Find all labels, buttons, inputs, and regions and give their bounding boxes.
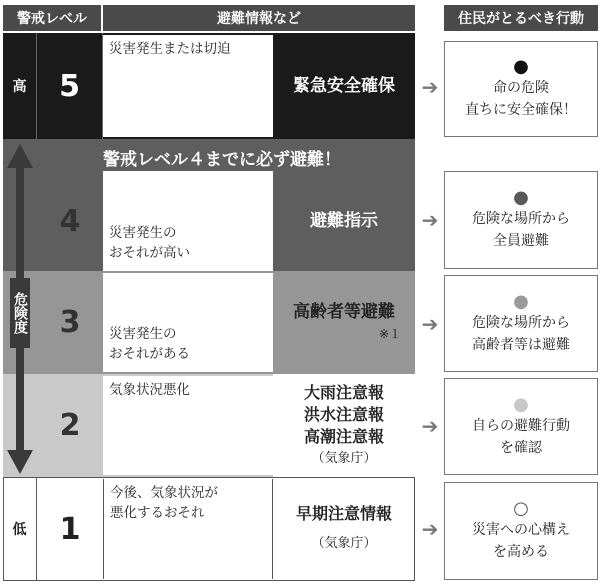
row-5-action: [444, 41, 598, 137]
row-3-info: [273, 271, 415, 374]
row-1-info: [273, 477, 415, 581]
header-info: 避難情報など: [103, 5, 415, 31]
row-2-action-line-1: 自らの避難行動: [472, 417, 570, 434]
row-1-action-line-1: 災害への心構え: [472, 522, 570, 538]
row-3-description-line-2: おそれがある: [109, 346, 190, 362]
row-4-action: [444, 171, 598, 269]
info-early-warning: 早期注意情報: [295, 504, 392, 523]
row-3-description-line-1: 災害発生の: [109, 326, 177, 342]
danger-high-label: 高: [3, 33, 37, 139]
row-2-description: 気象状況悪化: [103, 376, 273, 475]
row-4-description-line-1: 災害発生の: [109, 225, 177, 241]
row-5-arrow-icon: ➔: [421, 75, 439, 99]
row-4-info: [273, 171, 415, 271]
row-3-action-line-2: 高齢者等は避難: [472, 336, 570, 353]
row-5-action-line-2: 直ちに安全確保！: [465, 102, 577, 118]
info-jma-source-1: （気象庁）: [311, 536, 377, 551]
row-2-action-line-2: を確認: [500, 439, 542, 456]
info-evacuation-order: 避難指示: [310, 211, 378, 231]
row-4-action-line-1: 危険な場所から: [472, 211, 570, 227]
row-3-action-line-1: 危険な場所から: [472, 314, 570, 331]
info-note-1: ※１: [378, 326, 401, 341]
danger-axis-label: 危険度: [10, 278, 30, 348]
row-1-action-line-2: を高める: [493, 544, 549, 560]
level-5-number: 5: [37, 33, 103, 139]
row-4-action-dot-icon: ●: [513, 187, 529, 208]
info-emergency-safety: 緊急安全確保: [293, 76, 395, 96]
row-3-action: [444, 275, 598, 372]
header-level: 警戒レベル: [3, 5, 101, 31]
row-4-description-line-2: おそれが高い: [109, 245, 190, 261]
row-2-action: [444, 378, 598, 475]
row-4-arrow-icon: ➔: [421, 208, 439, 232]
level-3-number: 3: [59, 305, 81, 340]
info-jma-source-2: （気象庁）: [311, 450, 377, 466]
row-5-info: [273, 33, 415, 139]
level-4-number: 4: [59, 203, 81, 239]
danger-low-label: 低: [3, 477, 37, 581]
row-4-action-line-2: 全員避難: [493, 233, 549, 249]
row-2-info: [273, 374, 415, 477]
row-1-description: [103, 479, 273, 579]
level-2-number: 2: [59, 408, 81, 443]
row-1-action: [444, 482, 598, 580]
row-1-description-line-1: 今後、気象状況が: [110, 485, 218, 501]
info-heavy-rain-advisory: 大雨注意報: [303, 382, 384, 402]
info-flood-advisory: 洪水注意報: [303, 404, 384, 424]
row-1-description-line-2: 悪化するおそれ: [110, 505, 205, 521]
row-3-arrow-icon: ➔: [421, 312, 439, 336]
header-action: 住民がとるべき行動: [444, 5, 598, 31]
row-3-description: [103, 273, 273, 372]
row-2-arrow-icon: ➔: [421, 414, 439, 438]
row-3-action-dot-icon: ●: [513, 290, 529, 312]
row-1-arrow-icon: ➔: [421, 517, 439, 541]
info-elderly-evacuation: 高齢者等避難: [293, 301, 395, 322]
row-4-description: [103, 171, 273, 271]
row-5-description: 災害発生または切迫: [103, 35, 273, 137]
row-5-action-line-1: 命の危険: [493, 80, 549, 96]
row-5-action-dot-icon: ●: [513, 56, 529, 77]
level-1-number: 1: [59, 511, 81, 547]
info-storm-surge-advisory: 高潮注意報: [303, 426, 384, 446]
row-2-action-dot-icon: ●: [513, 393, 529, 415]
evacuation-banner: 警戒レベル４までに必ず避難！: [103, 149, 341, 170]
row-1-action-dot-icon: ○: [513, 498, 529, 519]
